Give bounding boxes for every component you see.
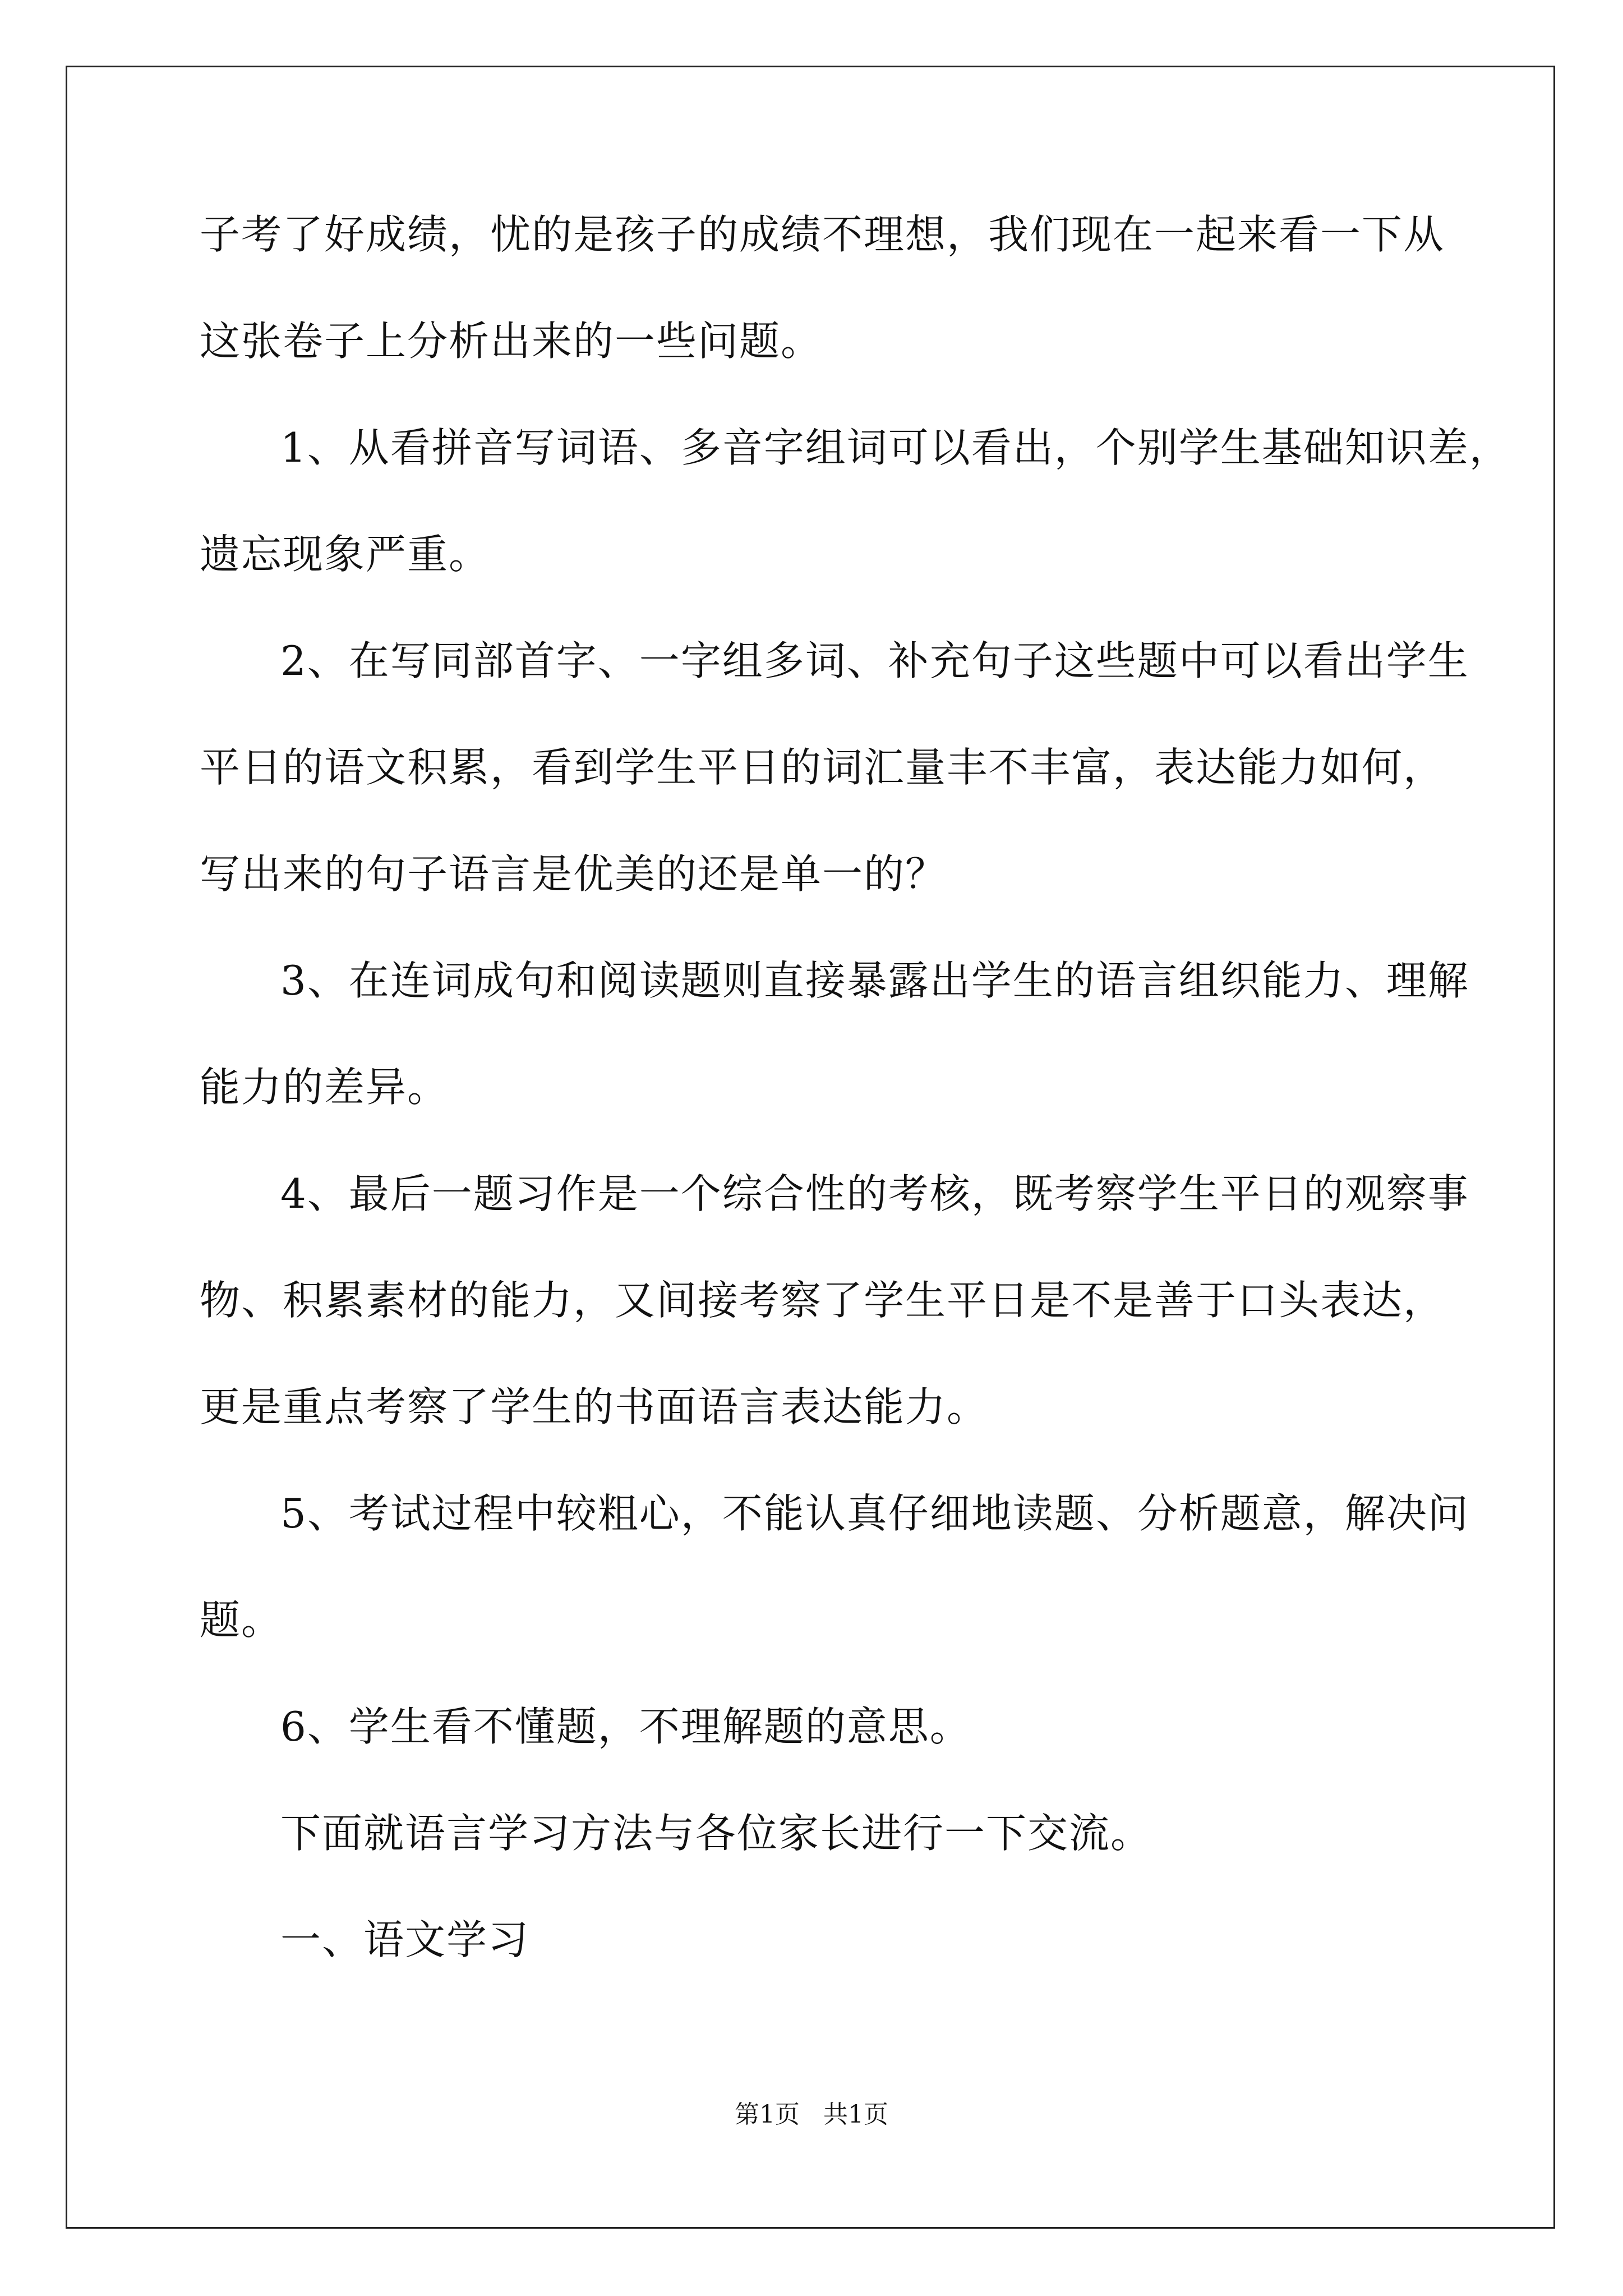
text-line-2: 这张卷子上分析出来的一些问题。	[200, 318, 823, 365]
page-border	[66, 66, 1555, 2229]
paragraph-4-line-1: 4、最后一题习作是一个综合性的考核，既考察学生平日的观察事	[280, 1170, 1469, 1217]
paragraph-4-line-3: 更是重点考察了学生的书面语言表达能力。	[200, 1383, 989, 1430]
paragraph-3-line-1: 3、在连词成句和阅读题则直接暴露出学生的语言组织能力、理解	[280, 957, 1469, 1004]
paragraph-6-line-1: 6、学生看不懂题，不理解题的意思。	[280, 1703, 971, 1750]
paragraph-2-line-3: 写出来的句子语言是优美的还是单一的？	[200, 850, 947, 898]
paragraph-5-line-2: 题。	[200, 1596, 283, 1644]
paragraph-1-line-2: 遗忘现象严重。	[200, 531, 491, 578]
paragraph-4-line-2: 物、积累素材的能力，又间接考察了学生平日是不是善于口头表达，	[200, 1277, 1445, 1324]
paragraph-2-line-2: 平日的语文积累，看到学生平日的词汇量丰不丰富，表达能力如何，	[200, 744, 1445, 791]
paragraph-1-line-1: 1、从看拼音写词语、多音字组词可以看出，个别学生基础知识差，	[280, 424, 1511, 471]
paragraph-5-line-1: 5、考试过程中较粗心，不能认真仔细地读题、分析题意，解决问	[280, 1490, 1469, 1537]
paragraph-2-line-1: 2、在写同部首字、一字组多词、补充句子这些题中可以看出学生	[280, 637, 1469, 684]
paragraph-7-line-1: 下面就语言学习方法与各位家长进行一下交流。	[280, 1810, 1152, 1857]
paragraph-3-line-2: 能力的差异。	[200, 1064, 449, 1111]
text-line-1: 子考了好成绩，忧的是孩子的成绩不理想，我们现在一起来看一下从	[200, 211, 1445, 258]
page-footer: 第1页 共1页	[735, 2100, 888, 2129]
section-heading: 一、语文学习	[280, 1916, 530, 1963]
